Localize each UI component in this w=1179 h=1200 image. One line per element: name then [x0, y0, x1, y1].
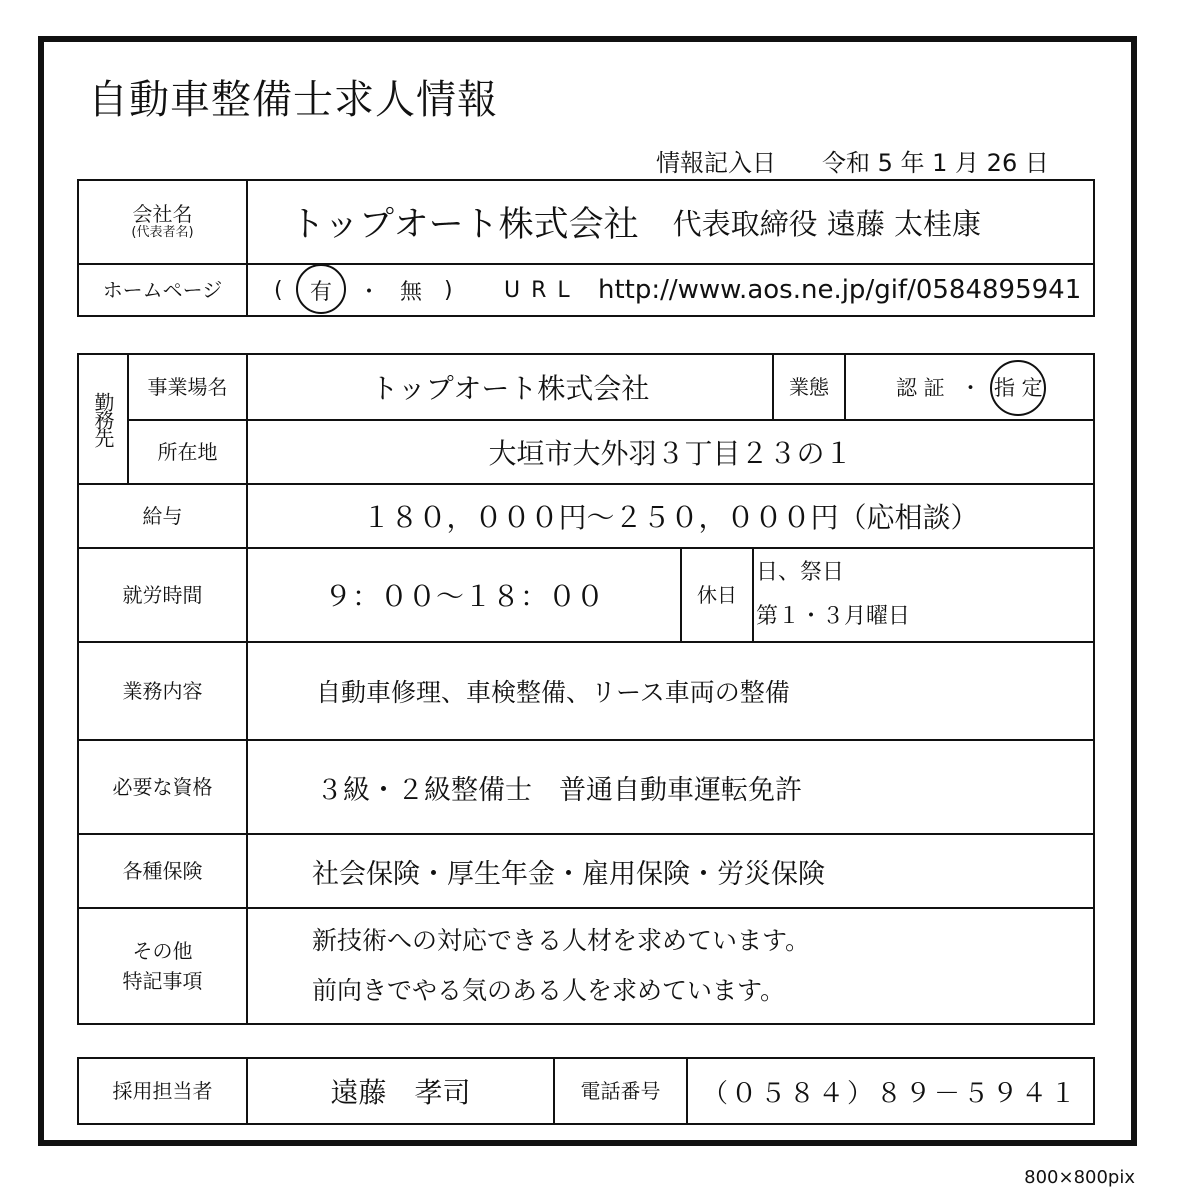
qualifications-text: ３級・２級整備士 普通自動車運転免許 [316, 774, 802, 806]
contact-person-value [248, 1059, 553, 1123]
phone-text: （０５８４）８９－５９４１ [701, 1078, 1079, 1109]
salary-label-text: 給与 [142, 503, 183, 528]
holiday-label-text: 休日 [697, 582, 737, 607]
company-value-cell [248, 181, 1093, 263]
phone-label-text: 電話番号 [580, 1078, 661, 1103]
company-representative: 代表取締役 遠藤 太桂康 [672, 206, 982, 241]
insurance-label [79, 835, 246, 907]
company-label: 会社名 [132, 202, 193, 227]
holiday-line-1: 日、祭日 [756, 560, 845, 585]
business-type-option-a: 認 証 [896, 376, 945, 400]
contact-box [77, 1057, 1095, 1125]
duties-label-text: 業務内容 [122, 678, 203, 703]
company-sublabel: (代表者名) [131, 225, 194, 241]
workplace-group-label: 勤務先 [91, 392, 115, 446]
info-table [77, 353, 1095, 1025]
selected-circle-business-type [990, 360, 1046, 416]
workplace-name-value [248, 355, 772, 419]
workplace-name-text: トップオート株式会社 [370, 372, 650, 405]
address-value [248, 421, 1093, 483]
notes-line-2: 前向きでやる気のある人を求めています。 [312, 976, 786, 1005]
company-box [77, 179, 1095, 317]
entry-date-value: 令和 5 年 1 月 26 日 [822, 149, 1049, 177]
phone-value [688, 1059, 1093, 1123]
company-label-cell [79, 181, 246, 263]
hours-value [248, 549, 680, 641]
homepage-separator: ・ [358, 279, 381, 305]
homepage-value-cell [248, 265, 1093, 315]
paren-open: ( [274, 277, 283, 303]
entry-date [656, 143, 1049, 178]
paren-close: ) [444, 277, 453, 303]
duties-value [248, 643, 1093, 739]
notes-label [79, 909, 246, 1023]
company-name: トップオート株式会社 [290, 205, 639, 245]
salary-label [79, 485, 246, 547]
holiday-label [682, 549, 752, 641]
url-value: http://www.aos.ne.jp/gif/0584895941 [598, 275, 1082, 305]
address-text: 大垣市大外羽３丁目２３の１ [488, 437, 853, 470]
notes-line-1: 新技術への対応できる人材を求めています。 [312, 926, 811, 955]
business-type-value [846, 355, 1093, 419]
notes-label-line-1: その他 [132, 939, 193, 963]
insurance-value [248, 835, 1093, 907]
phone-label [555, 1059, 686, 1123]
hours-text: ９：００～１８：００ [323, 580, 604, 613]
salary-text: １８０，０００円～２５０，０００円（応相談） [362, 501, 979, 534]
holiday-line-2: 第１・３月曜日 [756, 604, 911, 629]
qualifications-value [248, 741, 1093, 833]
homepage-label-cell [79, 265, 246, 315]
entry-date-label: 情報記入日 [656, 149, 776, 177]
contact-person-label-text: 採用担当者 [112, 1078, 213, 1103]
qualifications-label-text: 必要な資格 [112, 774, 213, 799]
business-type-label-text: 業態 [789, 374, 829, 399]
contact-person-text: 遠藤 孝司 [330, 1076, 471, 1109]
notes-label-line-2: 特記事項 [122, 969, 203, 993]
homepage-option-no: 無 [400, 279, 423, 305]
duties-label [79, 643, 246, 739]
workplace-name-label-text: 事業場名 [147, 374, 228, 399]
qualifications-label [79, 741, 246, 833]
duties-text: 自動車修理、車検整備、リース車両の整備 [316, 678, 790, 707]
address-label [129, 421, 246, 483]
salary-value [248, 485, 1093, 547]
image-size-note: 800×800pix [1024, 1167, 1135, 1188]
insurance-text: 社会保険・厚生年金・雇用保険・労災保険 [312, 858, 825, 890]
business-type-option-b: 指 定 [994, 376, 1043, 400]
selected-circle-homepage [296, 264, 346, 314]
homepage-label: ホームページ [102, 277, 223, 302]
insurance-label-text: 各種保険 [122, 858, 203, 883]
hours-label-text: 就労時間 [122, 582, 203, 607]
address-label-text: 所在地 [157, 439, 218, 464]
contact-person-label [79, 1059, 246, 1123]
business-type-separator: ・ [960, 376, 981, 400]
hours-label [79, 549, 246, 641]
url-label: URL [504, 277, 581, 303]
workplace-name-label [129, 355, 246, 419]
holiday-value [756, 549, 1093, 641]
business-type-label [774, 355, 844, 419]
homepage-option-yes: 有 [310, 279, 333, 305]
notes-value [248, 909, 1093, 1023]
page-title: 自動車整備士求人情報 [88, 77, 498, 123]
